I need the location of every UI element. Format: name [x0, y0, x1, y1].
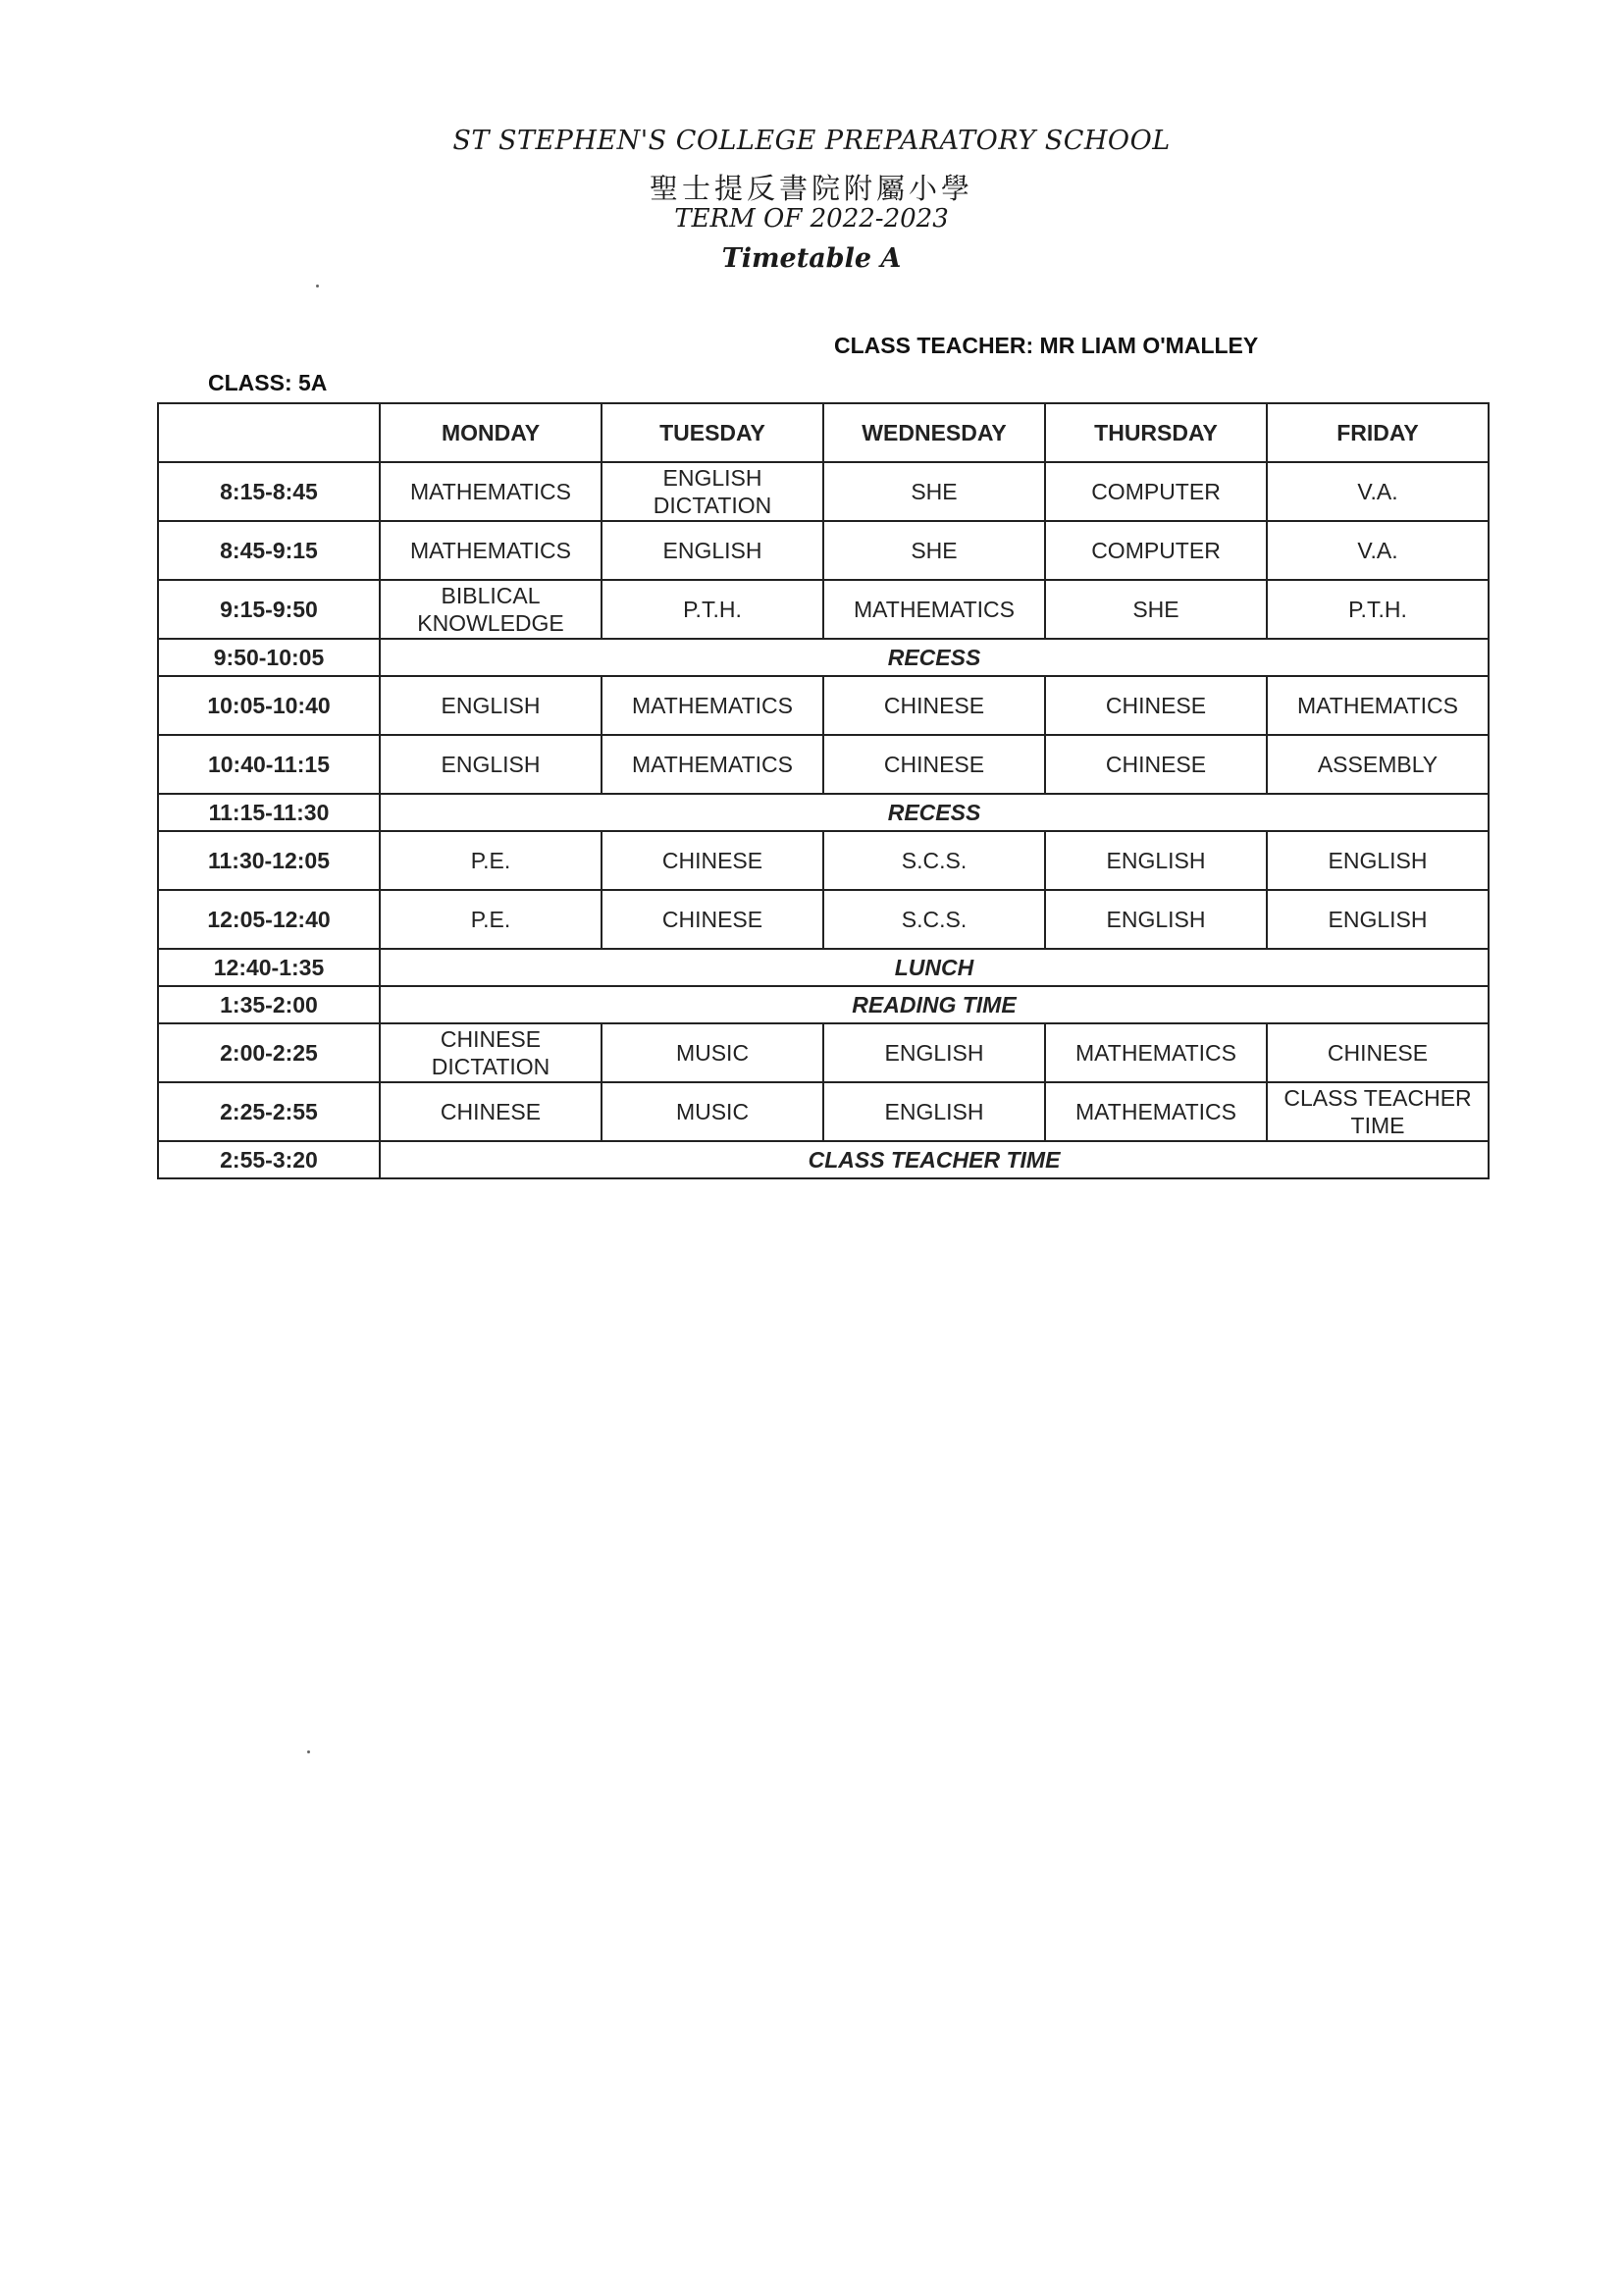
term-title: TERM OF 2022-2023 — [674, 204, 949, 234]
subject-cell: ENGLISH — [1267, 831, 1489, 890]
subject-cell: ENGLISH — [602, 521, 823, 580]
period-row — [158, 735, 1489, 794]
subject-cell: MATHEMATICS — [1045, 1082, 1267, 1141]
timetable-title: Timetable A — [721, 243, 902, 274]
time-cell: 1:35-2:00 — [158, 986, 380, 1023]
subject-cell: ENGLISH — [1045, 890, 1267, 949]
subject-cell: CHINESE — [602, 831, 823, 890]
day-header: THURSDAY — [1045, 403, 1267, 462]
subject-cell: ASSEMBLY — [1267, 735, 1489, 794]
subject-cell: SHE — [823, 521, 1045, 580]
subject-cell: MATHEMATICS — [602, 735, 823, 794]
time-cell: 12:05-12:40 — [158, 890, 380, 949]
subject-cell: P.T.H. — [1267, 580, 1489, 639]
subject-cell: V.A. — [1267, 521, 1489, 580]
subject-cell: P.E. — [380, 890, 602, 949]
subject-cell: COMPUTER — [1045, 462, 1267, 521]
subject-cell: BIBLICAL KNOWLEDGE — [380, 580, 602, 639]
time-cell: 8:45-9:15 — [158, 521, 380, 580]
period-row — [158, 1023, 1489, 1082]
break-row — [158, 986, 1489, 1023]
subject-cell: MATHEMATICS — [380, 462, 602, 521]
subject-cell: ENGLISH — [823, 1023, 1045, 1082]
timetable-body — [158, 462, 1489, 1178]
period-row — [158, 580, 1489, 639]
subject-cell: MATHEMATICS — [380, 521, 602, 580]
scan-speck — [316, 285, 319, 287]
break-row — [158, 1141, 1489, 1178]
break-row — [158, 794, 1489, 831]
subject-cell: P.E. — [380, 831, 602, 890]
subject-cell: CHINESE — [1045, 735, 1267, 794]
time-cell: 11:30-12:05 — [158, 831, 380, 890]
break-label: READING TIME — [380, 986, 1489, 1023]
subject-cell: CHINESE — [1267, 1023, 1489, 1082]
subject-cell: ENGLISH — [1045, 831, 1267, 890]
time-cell: 2:00-2:25 — [158, 1023, 380, 1082]
subject-cell: ENGLISH DICTATION — [602, 462, 823, 521]
subject-cell: CHINESE — [823, 676, 1045, 735]
day-header: FRIDAY — [1267, 403, 1489, 462]
school-name: ST STEPHEN'S COLLEGE PREPARATORY SCHOOL — [452, 126, 1171, 156]
subject-cell: ENGLISH — [1267, 890, 1489, 949]
time-cell: 9:15-9:50 — [158, 580, 380, 639]
class-teacher-label: CLASS TEACHER: MR LIAM O'MALLEY — [834, 333, 1259, 358]
break-label: LUNCH — [380, 949, 1489, 986]
period-row — [158, 676, 1489, 735]
time-cell: 12:40-1:35 — [158, 949, 380, 986]
time-cell: 8:15-8:45 — [158, 462, 380, 521]
day-header: WEDNESDAY — [823, 403, 1045, 462]
scan-speck — [307, 1750, 310, 1753]
period-row — [158, 1082, 1489, 1141]
break-row — [158, 639, 1489, 676]
subject-cell: SHE — [823, 462, 1045, 521]
subject-cell: MATHEMATICS — [1267, 676, 1489, 735]
subject-cell: S.C.S. — [823, 831, 1045, 890]
time-cell: 10:05-10:40 — [158, 676, 380, 735]
break-label: RECESS — [380, 794, 1489, 831]
subject-cell: COMPUTER — [1045, 521, 1267, 580]
time-cell: 2:55-3:20 — [158, 1141, 380, 1178]
break-row — [158, 949, 1489, 986]
time-cell: 10:40-11:15 — [158, 735, 380, 794]
subject-cell: ENGLISH — [380, 735, 602, 794]
subject-cell: SHE — [1045, 580, 1267, 639]
subject-cell: MATHEMATICS — [602, 676, 823, 735]
subject-cell: ENGLISH — [823, 1082, 1045, 1141]
corner-cell — [158, 403, 380, 462]
break-label: RECESS — [380, 639, 1489, 676]
subject-cell: MATHEMATICS — [823, 580, 1045, 639]
period-row — [158, 890, 1489, 949]
day-header-row — [158, 403, 1489, 462]
subject-cell: MUSIC — [602, 1082, 823, 1141]
subject-cell: P.T.H. — [602, 580, 823, 639]
subject-cell: CLASS TEACHER TIME — [1267, 1082, 1489, 1141]
day-header: TUESDAY — [602, 403, 823, 462]
day-header: MONDAY — [380, 403, 602, 462]
subject-cell: MUSIC — [602, 1023, 823, 1082]
time-cell: 9:50-10:05 — [158, 639, 380, 676]
subject-cell: V.A. — [1267, 462, 1489, 521]
time-cell: 11:15-11:30 — [158, 794, 380, 831]
period-row — [158, 462, 1489, 521]
subject-cell: CHINESE — [602, 890, 823, 949]
subject-cell: CHINESE DICTATION — [380, 1023, 602, 1082]
break-label: CLASS TEACHER TIME — [380, 1141, 1489, 1178]
subject-cell: CHINESE — [1045, 676, 1267, 735]
subject-cell: ENGLISH — [380, 676, 602, 735]
period-row — [158, 521, 1489, 580]
subject-cell: MATHEMATICS — [1045, 1023, 1267, 1082]
subject-cell: CHINESE — [380, 1082, 602, 1141]
subject-cell: CHINESE — [823, 735, 1045, 794]
period-row — [158, 831, 1489, 890]
subject-cell: S.C.S. — [823, 890, 1045, 949]
time-cell: 2:25-2:55 — [158, 1082, 380, 1141]
class-label: CLASS: 5A — [208, 370, 328, 395]
timetable — [157, 402, 1490, 1179]
school-name-chinese: 聖士提反書院附屬小學 — [649, 172, 973, 205]
